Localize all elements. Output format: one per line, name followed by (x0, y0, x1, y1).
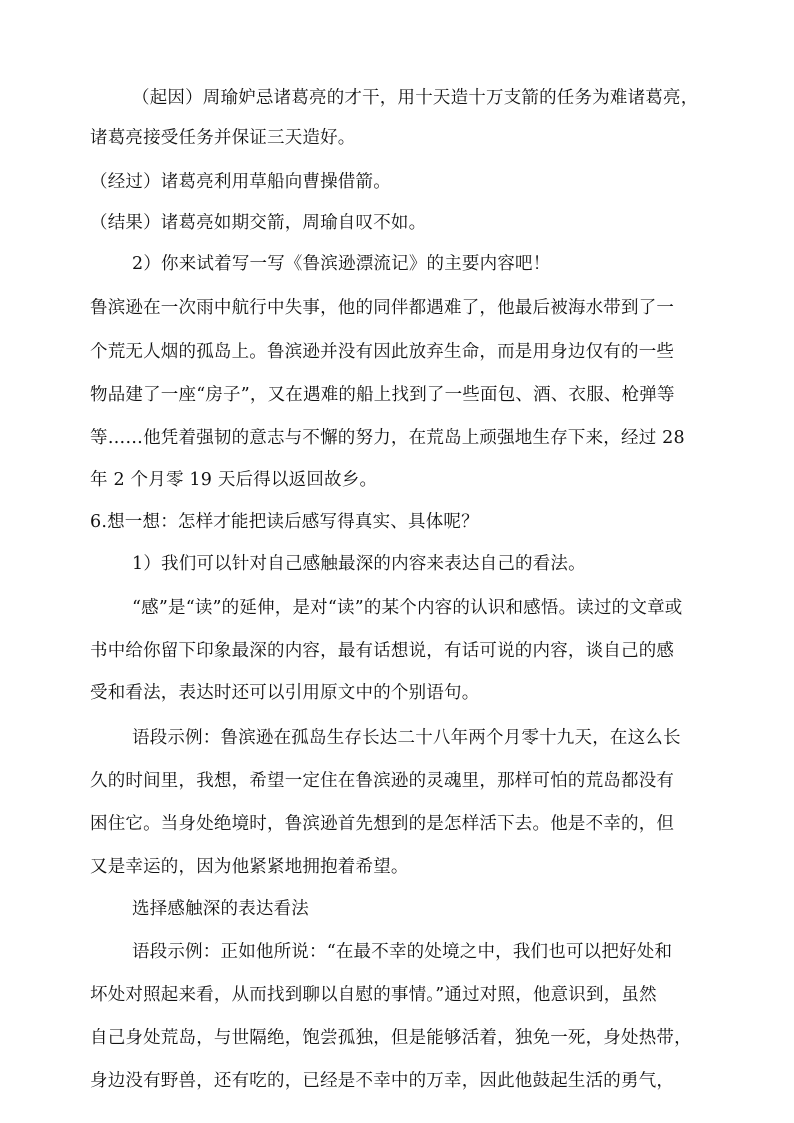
example-2-line-3: 自己身处荒岛，与世隔绝，饱尝孤独，但是能够活着，独免一死，身处热带， (90, 1028, 692, 1048)
explanation-line-3: 受和看法，表达时还可以引用原文中的个别语句。 (90, 683, 480, 703)
point-1-heading: 1）我们可以针对自己感触最深的内容来表达自己的看法。 (132, 554, 586, 574)
example-1-line-3: 困住它。当身处绝境时，鲁滨逊首先想到的是怎样活下去。他是不幸的，但 (90, 814, 675, 834)
example-1-line-1: 语段示例：鲁滨逊在孤岛生存长达二十八年两个月零十九天，在这么长 (132, 728, 681, 748)
example-2-line-4: 身边没有野兽，还有吃的，已经是不幸中的万幸，因此他鼓起生活的勇气， (90, 1071, 675, 1091)
section-6-heading: 6.想一想：怎样才能把读后感写得真实、具体呢？ (90, 512, 479, 532)
subheading-choose-feeling: 选择感触深的表达看法 (132, 899, 309, 919)
summary-line-4: 等……他凭着强韧的意志与不懈的努力，在荒岛上顽强地生存下来，经过 28 (90, 428, 685, 448)
example-1-line-4: 又是幸运的，因为他紧紧地拥抱着希望。 (90, 857, 409, 877)
summary-line-2: 个荒无人烟的孤岛上。鲁滨逊并没有因此放弃生命，而是用身边仅有的一些 (90, 342, 675, 362)
example-2-line-1: 语段示例：正如他所说：“在最不幸的处境之中，我们也可以把好处和 (132, 942, 673, 962)
explanation-line-1: “感”是“读”的延伸，是对“读”的某个内容的认识和感悟。读过的文章或 (132, 598, 683, 618)
summary-line-5: 年 2 个月零 19 天后得以返回故乡。 (90, 470, 378, 490)
paragraph-cause-line-1: （起因）周瑜妒忌诸葛亮的才干，用十天造十万支箭的任务为难诸葛亮， (132, 88, 699, 108)
example-1-line-2: 久的时间里，我想，希望一定住在鲁滨逊的灵魂里，那样可怕的荒岛都没有 (90, 771, 675, 791)
question-2-heading: 2）你来试着写一写《鲁滨逊漂流记》的主要内容吧！ (132, 254, 551, 274)
summary-line-1: 鲁滨逊在一次雨中航行中失事，他的同伴都遇难了，他最后被海水带到了一 (90, 298, 675, 318)
summary-line-3: 物品建了一座“房子”，又在遇难的船上找到了一些面包、酒、衣服、枪弹等 (90, 385, 675, 405)
explanation-line-2: 书中给你留下印象最深的内容，最有话想说，有话可说的内容，谈自己的感 (90, 641, 675, 661)
paragraph-cause-line-2: 诸葛亮接受任务并保证三天造好。 (90, 128, 356, 148)
paragraph-result: （结果）诸葛亮如期交箭，周瑜自叹不如。 (90, 213, 427, 233)
paragraph-process: （经过）诸葛亮利用草船向曹操借箭。 (90, 172, 391, 192)
example-2-line-2: 坏处对照起来看，从而找到聊以自慰的事情。”通过对照，他意识到，虽然 (90, 985, 657, 1005)
